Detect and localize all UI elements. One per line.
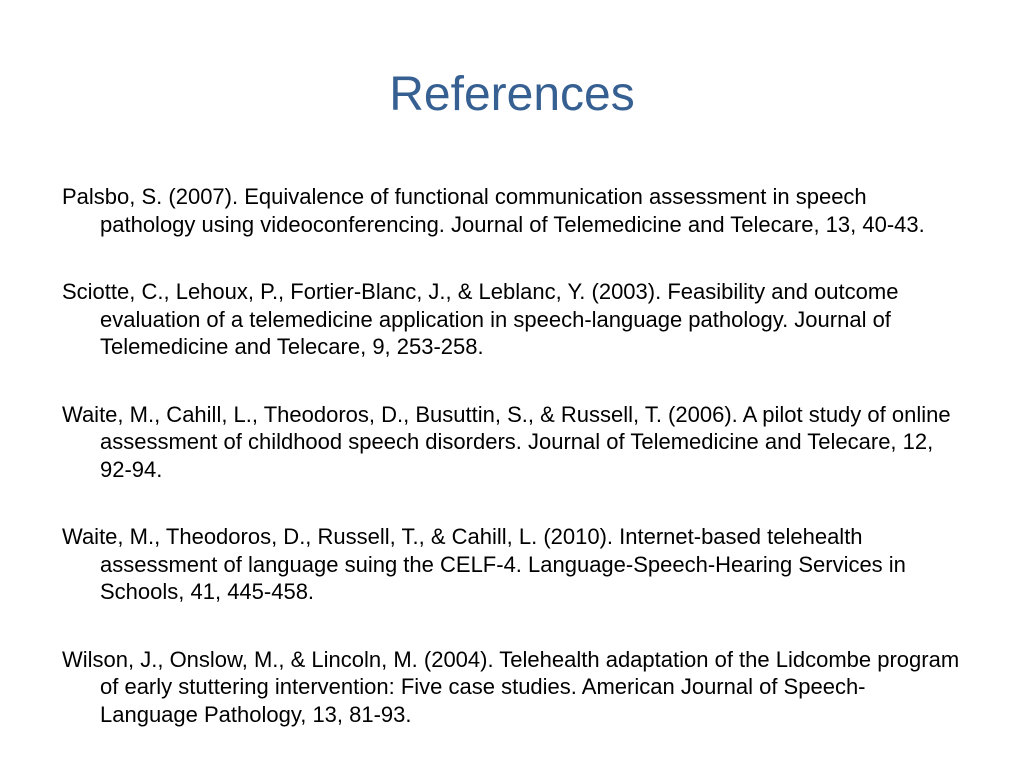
reference-item: Palsbo, S. (2007). Equivalence of functional communication assessment in speech pathology using videoconferencing. Journal of Telemedicine and Telecare, 13, 40-43.	[62, 184, 925, 237]
reference-item: Waite, M., Cahill, L., Theodoros, D., Busuttin, S., & Russell, T. (2006). A pilot study of online assessment of childhood speech disorders. Journal of Telemedicine and Telecare, 12, 92-94.	[62, 401, 951, 482]
reference-item: Waite, M., Theodoros, D., Russell, T., & Cahill, L. (2010). Internet-based telehealth assessment of language suing the CELF-4. Language-Speech-Hearing Services in Schools, 41, 445-458.	[62, 524, 906, 604]
reference-item: Wilson, J., Onslow, M., & Lincoln, M. (2004). Telehealth adaptation of the Lidcombe program of early stuttering intervention: Five case studies. American Journal of Speech-Language Pathology, 13, 81-93.	[62, 646, 960, 727]
slide-title: References	[389, 68, 635, 121]
reference-list	[62, 183, 962, 728]
reference-item: Sciotte, C., Lehoux, P., Fortier-Blanc, J., & Leblanc, Y. (2003). Feasibility and outcome evaluation of a telemedicine application in speech-language pathology. Journal of Telemedicine and Telecare, 9, 253-258.	[62, 279, 899, 359]
